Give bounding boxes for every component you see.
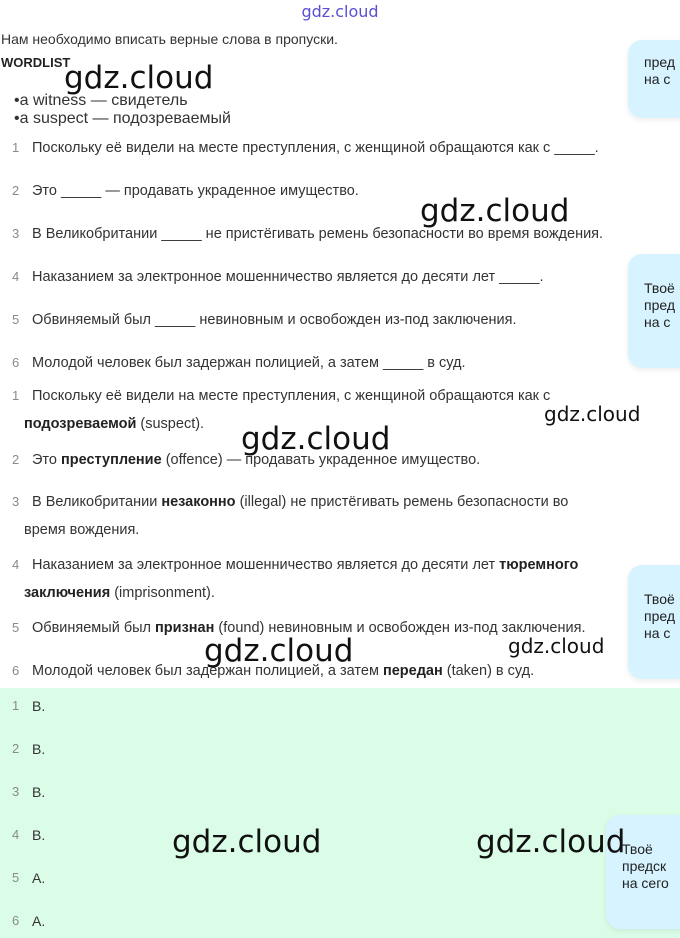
key-row: 3 B. [12,784,46,800]
question-item: 5 Обвиняемый был _____ невиновным и освобожден из-под заключения. [12,312,517,328]
answer-item: 1 Поскольку её видели на месте преступления, с женщиной обращаются как с подозреваемой (suspect). [12,388,551,432]
wordlist-heading: WORDLIST [1,55,71,70]
key-row: 4 B. [12,827,46,843]
watermark: gdz.cloud [64,60,214,96]
questions-list [0,137,680,395]
watermark: gdz.cloud [476,824,626,860]
watermark: gdz.cloud [204,633,354,669]
promo-bubble[interactable]: Твоё предск на сего [606,815,680,929]
key-row: 1 B. [12,698,46,714]
question-item: 6 Молодой человек был задержан полицией, а затем _____ в суд. [12,355,466,371]
watermark: gdz.cloud [544,402,641,426]
question-item: 1 Поскольку её видели на месте преступления, с женщиной обращаются как с _____. [12,140,599,156]
answer-item: 6 Молодой человек был задержан полицией, а затем передан (taken) в суд. [12,663,535,679]
bullet-icon: • [14,110,20,126]
answer-item: 5 Обвиняемый был признан (found) невиновным и освобожден из-под заключения. [12,620,586,636]
key-row: 6 A. [12,913,46,929]
key-row: 2 B. [12,741,46,757]
promo-bubble[interactable]: Твоё пред на с [628,565,680,679]
watermark: gdz.cloud [420,193,570,229]
watermark: gdz.cloud [241,421,391,457]
key-row: 5 A. [12,870,46,886]
bullet-icon: • [14,92,20,109]
question-item: 4 Наказанием за электронное мошенничество является до десяти лет _____. [12,269,544,285]
wordlist-item: •a witness — свидетель [14,92,188,109]
wordlist-item: •a suspect — подозреваемый [14,110,231,126]
question-item: 2 Это _____ — продавать украденное имущество. [12,183,359,199]
answer-item: 3 В Великобритании незаконно (illegal) не пристёгивать ремень безопасности во время вождения. [12,494,569,538]
site-logo[interactable]: gdz.cloud [301,2,379,21]
watermark: gdz.cloud [508,634,605,658]
answer-item: 4 Наказанием за электронное мошенничество является до десяти лет тюремного заключения (imprisonment). [12,557,579,601]
answer-keys-panel [0,688,680,938]
question-item: 3 В Великобритании _____ не пристёгивать ремень безопасности во время вождения. [12,226,604,242]
answer-item: 2 Это преступление (offence) — продавать украденное имущество. [12,452,481,468]
promo-bubble[interactable]: Твоё пред на с [628,254,680,368]
wordlist [14,92,254,126]
watermark: gdz.cloud [172,824,322,860]
intro-text: Нам необходимо вписать верные слова в пропуски. [1,31,338,47]
promo-bubble[interactable]: пред на с [628,40,680,118]
